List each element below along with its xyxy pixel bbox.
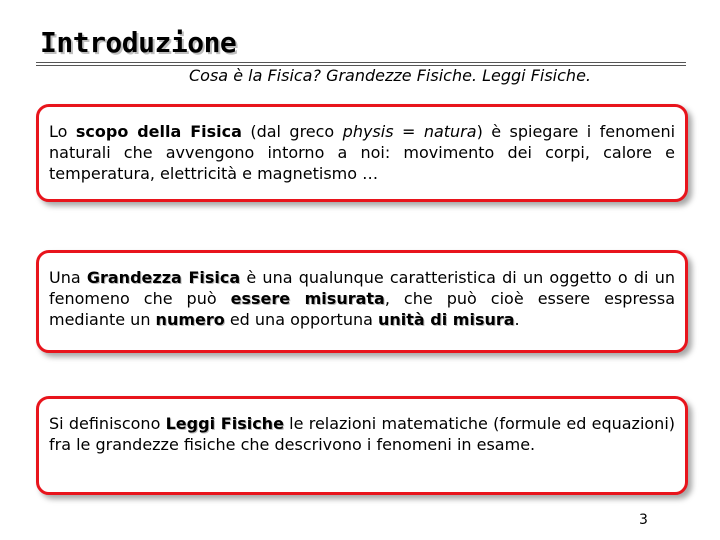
text-run: = [393,122,424,141]
keyword-unita-di-misura: unità di misura [378,310,515,329]
text-run: Si definiscono [49,414,166,433]
slide-title: Introduzione [40,26,237,59]
keyword-numero: numero [155,310,225,329]
page-number: 3 [639,512,648,528]
text-box-fisica [36,104,688,202]
text-run: Una [49,268,87,287]
title-rule-top [36,62,686,63]
text-run: , che può cioè essere espressa mediante un [49,289,676,329]
text-box-grandezza [36,250,688,353]
text-run: le relazioni matematiche (formule ed equazioni) fra le grandezze fisiche che descrivono i fenomeni in esame. [49,414,676,454]
text-run: Lo [49,122,76,141]
italic-natura: natura [423,122,477,141]
keyword-scopo-fisica: scopo della Fisica [75,122,242,141]
keyword-essere-misurata: essere misurata [230,289,385,308]
slide-subtitle: Cosa è la Fisica? Grandezze Fisiche. Leggi Fisiche. [189,66,591,85]
text-run: è una qualunque caratteristica di un oggetto o di un fenomeno che può [49,268,675,308]
text-run: ) è spiegare i fenomeni naturali che avvengono intorno a noi: movimento dei corpi, calore e temperatura, elettricità e magnetismo … [49,122,676,183]
keyword-grandezza-fisica: Grandezza Fisica [86,268,241,287]
text-run: (dal greco [241,122,343,141]
text-box-leggi [36,396,688,495]
keyword-leggi-fisiche: Leggi Fisiche [165,414,284,433]
text-run: ed una opportuna [224,310,378,329]
italic-physis: physis [342,122,394,141]
text-run: . [514,310,520,329]
